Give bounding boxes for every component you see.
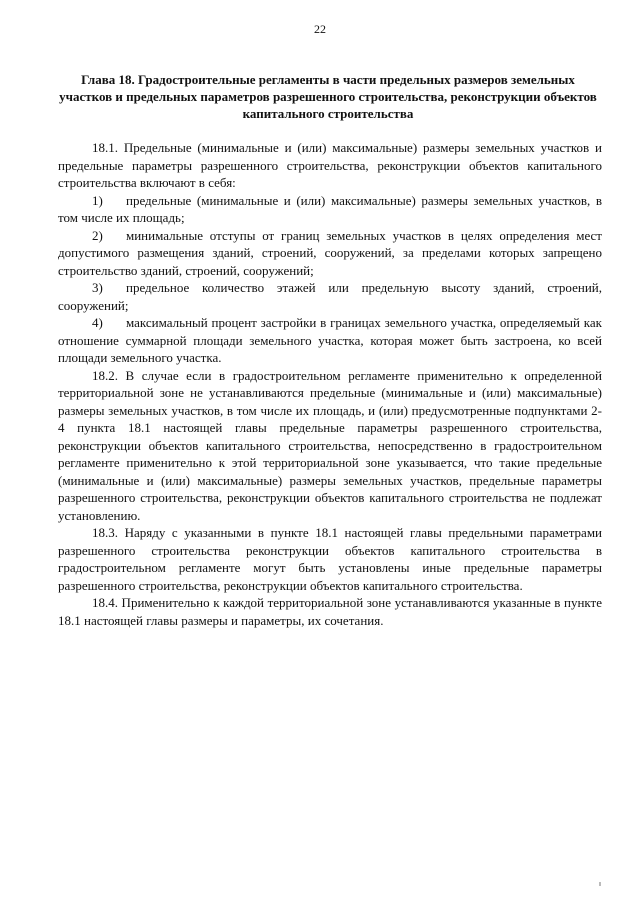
list-item-text: максимальный процент застройки в границах земельного участка, определяемый как отношение суммарной площади земельного участка, которая может быть застроена, ко всей площади земельного участка. xyxy=(58,315,602,365)
paragraph-18-2: 18.2. В случае если в градостроительном регламенте применительно к определенной территориальной зоне не устанавливаются предельные (минимальные и (или) максимальные) размеры земельных участков, в том числе их площадь, и (или) предусмотренные подпунктами 2-4 пункта 18.1 настоящей главы предельные параметры разрешенного строительства, реконструкции объектов капитального строительства, непосредственно в градостроительном регламенте применительно к этой территориальной зоне указывается, что такие предельные (минимальные и (или) максимальные) размеры земельных участков, предельные параметры разрешенного строительства, реконструкции объектов капитального строительства не подлежат установлению. xyxy=(58,367,602,523)
list-item xyxy=(58,279,602,314)
list-item-number: 2) xyxy=(92,227,103,243)
list-item xyxy=(58,314,602,367)
scan-mark xyxy=(599,882,601,886)
list-item-text: предельное количество этажей или предельную высоту зданий, строений, сооружений; xyxy=(58,280,602,313)
list-item-number: 3) xyxy=(92,280,103,295)
list-item-text: минимальные отступы от границ земельных участков в целях определения мест допустимого размещения зданий, строений, сооружений, за пределами которых запрещено строительство зданий, строений, сооружений; xyxy=(58,227,602,278)
page-number: 22 xyxy=(314,22,326,36)
list-item-text: предельные (минимальные и (или) максимальные) размеры земельных участков, в том числе их площадь; xyxy=(58,192,602,225)
list-item-number: 4) xyxy=(92,315,103,330)
paragraph-18-4: 18.4. Применительно к каждой территориальной зоне устанавливаются указанные в пункте 18.1 настоящей главы размеры и параметры, их сочетания. xyxy=(58,595,602,628)
list-item-number: 1) xyxy=(92,192,103,208)
document-body xyxy=(58,139,602,629)
list-item xyxy=(58,227,602,280)
chapter-title: Глава 18. Градостроительные регламенты в части предельных размеров земельных участков и предельных параметров разрешенного строительства, реконструкции объектов капитального строительства xyxy=(59,72,597,121)
paragraph-18-3: 18.3. Наряду с указанными в пункте 18.1 настоящей главы предельными параметрами разрешенного строительства реконструкции объектов капитального строительства в градостроительном регламенте могут быть установлены иные предельные параметры разрешенного строительства, реконструкции объектов капитального строительства. xyxy=(58,525,602,593)
paragraph-18-1: 18.1. Предельные (минимальные и (или) максимальные) размеры земельных участков и предельные параметры разрешенного строительства, реконструкции объектов капитального строительства включают в себя: xyxy=(58,140,602,190)
list-item xyxy=(58,192,602,227)
